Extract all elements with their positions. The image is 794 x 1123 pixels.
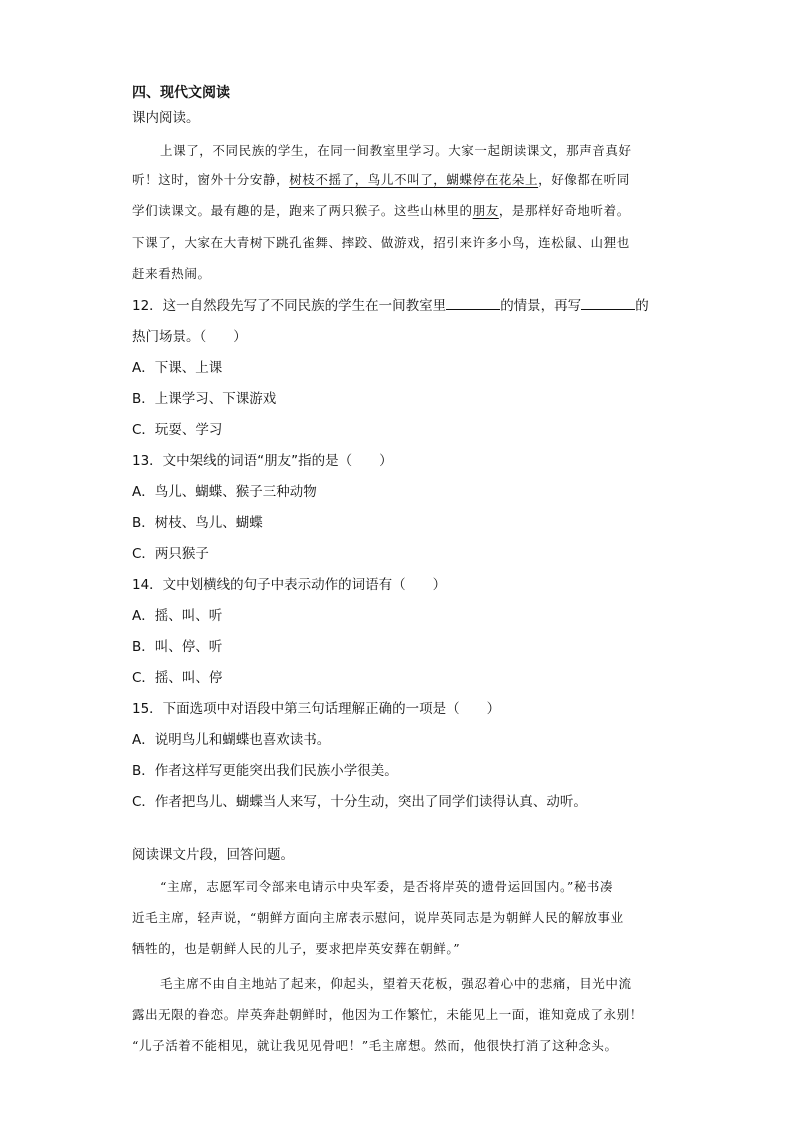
- question-15-option-a: A．说明鸟儿和蝴蝶也喜欢读书。: [132, 732, 331, 748]
- passage1-line-3-text-b: ，是那样好奇地听着。: [498, 203, 630, 218]
- question-14-option-c: C．摇、叫、停: [132, 670, 223, 686]
- question-12-line-1: [132, 297, 649, 315]
- passage1-line-3-text-a: 学们读课文。最有趣的是，跑来了两只猴子。这些山林里的: [132, 203, 473, 218]
- question-12-line-2: 热门场景。（ ）: [132, 329, 247, 345]
- question-13-option-b: B．树枝、鸟儿、蝴蝶: [132, 515, 263, 531]
- question-13-stem: 13．文中架线的词语“朋友”指的是（ ）: [132, 453, 393, 469]
- section-title: 四、现代文阅读: [132, 85, 230, 101]
- question-15-option-b: B．作者这样写更能突出我们民族小学很美。: [132, 763, 398, 779]
- question-12-text-1: 12．这一自然段先写了不同民族的学生在一间教室里: [132, 298, 447, 314]
- passage1-line-2-text-b: ，好像都在听同: [538, 172, 630, 187]
- reading2-intro: 阅读课文片段，回答问题。: [132, 847, 294, 863]
- passage1-line-5: 赶来看热闹。: [132, 266, 211, 281]
- question-12-option-a: A．下课、上课: [132, 360, 223, 376]
- passage2-line-1: “主席，志愿军司令部来电请示中央军委，是否将岸英的遗骨运回国内。”秘书凑: [160, 879, 614, 894]
- question-13-option-a: A．鸟儿、蝴蝶、猴子三种动物: [132, 484, 317, 500]
- passage2-line-3: 牺牲的，也是朝鲜人民的儿子，要求把岸英安葬在朝鲜。”: [132, 941, 461, 956]
- passage2-line-6: “儿子活着不能相见，就让我见见骨吧！”毛主席想。然而，他很快打消了这种念头。: [132, 1038, 618, 1053]
- underlined-sentence: 树枝不摇了，鸟儿不叫了，蝴蝶停在花朵上: [289, 172, 539, 187]
- answer-blank-2[interactable]: [581, 297, 635, 310]
- passage1-line-2-text-a: 听！这时，窗外十分安静，: [132, 172, 290, 187]
- passage1-line-3: [132, 202, 630, 219]
- passage1-line-1: 上课了，不同民族的学生，在同一间教室里学习。大家一起朗读课文，那声音真好: [160, 143, 632, 158]
- passage1-line-2: [132, 171, 630, 188]
- passage2-line-4: 毛主席不由自主地站了起来，仰起头，望着天花板，强忍着心中的悲痛，目光中流: [160, 976, 632, 991]
- reading1-intro: 课内阅读。: [132, 110, 200, 126]
- question-14-option-b: B．叫、停、听: [132, 639, 223, 655]
- underlined-word-friend: 朋友: [472, 203, 499, 218]
- question-12-text-2: 的情景，再写: [500, 298, 582, 314]
- passage2-line-2: 近毛主席，轻声说，“朝鲜方面向主席表示慰问，说岸英同志是为朝鲜人民的解放事业: [132, 910, 624, 925]
- question-15-stem: 15．下面选项中对语段中第三句话理解正确的一项是（ ）: [132, 701, 501, 717]
- passage1-line-4: 下课了，大家在大青树下跳孔雀舞、摔跤、做游戏，招引来许多小鸟，连松鼠、山狸也: [132, 235, 630, 250]
- question-12-text-3: 的: [635, 298, 649, 314]
- question-12-option-c: C．玩耍、学习: [132, 422, 223, 438]
- question-12-option-b: B．上课学习、下课游戏: [132, 391, 277, 407]
- question-15-option-c: C．作者把鸟儿、蝴蝶当人来写，十分生动，突出了同学们读得认真、动听。: [132, 794, 587, 810]
- answer-blank-1[interactable]: [446, 297, 500, 310]
- passage2-line-5: 露出无限的眷恋。岸英奔赴朝鲜时，他因为工作繁忙，未能见上一面，谁知竟成了永别！: [132, 1007, 643, 1022]
- question-14-stem: 14．文中划横线的句子中表示动作的词语有（ ）: [132, 577, 447, 593]
- question-13-option-c: C．两只猴子: [132, 546, 209, 562]
- question-14-option-a: A．摇、叫、听: [132, 608, 223, 624]
